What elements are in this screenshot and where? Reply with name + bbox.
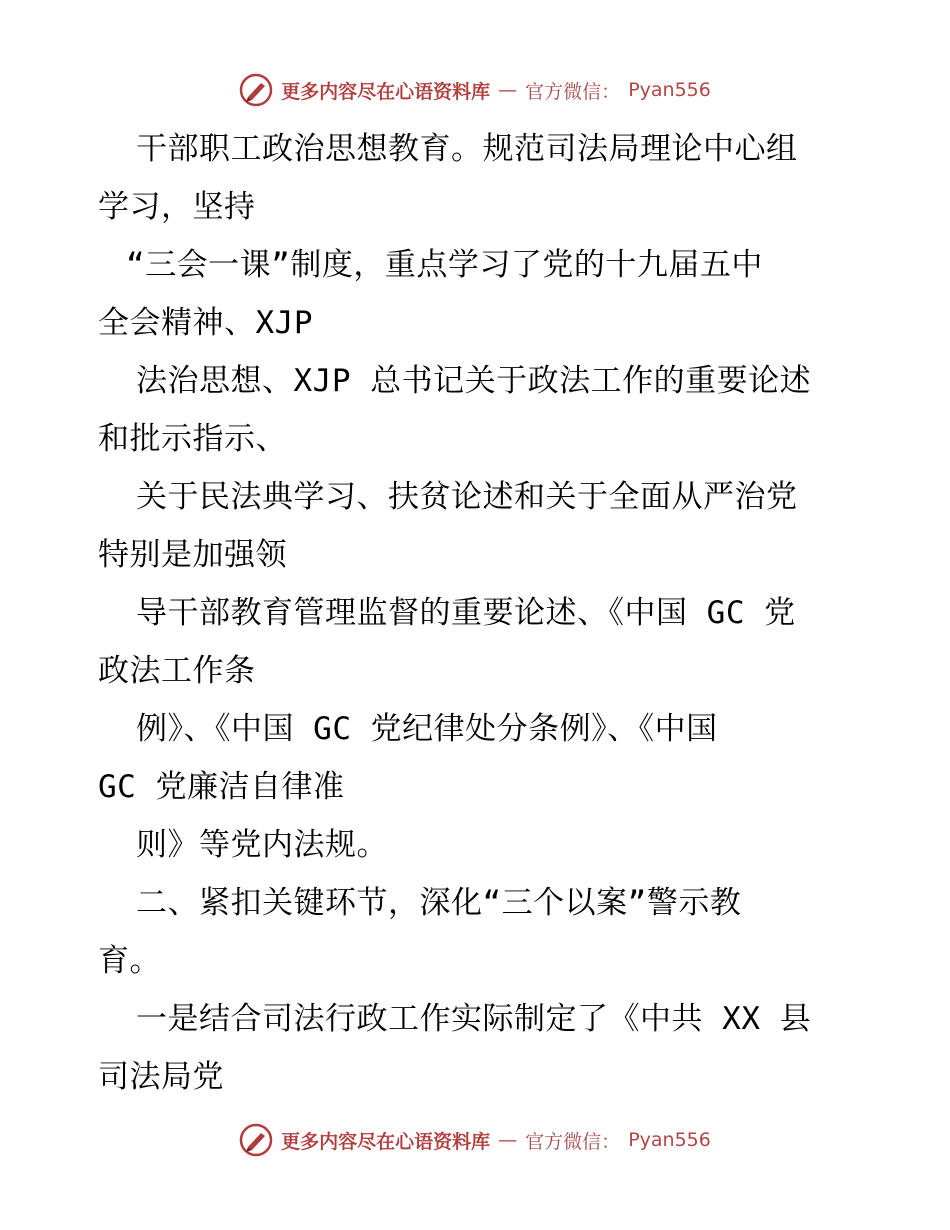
text-line-7: 关于民法典学习、扶贫论述和关于全面从严治党 (136, 479, 798, 515)
text-line-3: “三会一课”制度，重点学习了党的十九届五中 (126, 247, 763, 283)
pen-logo-icon (239, 1123, 273, 1157)
text-line-6: 和批示指示、 (98, 421, 287, 457)
watermark-separator: — (498, 79, 518, 101)
text-line-17: 司法局党 (98, 1059, 224, 1095)
text-line-11: 例》、《中国 GC 党纪律处分条例》、《中国 (136, 711, 718, 747)
text-line-5: 法治思想、XJP 总书记关于政法工作的重要论述 (136, 363, 812, 399)
document-body (98, 120, 858, 1106)
section-heading: 二、紧扣关键环节，深化“三个以案”警示教 (136, 885, 742, 921)
watermark-title: 更多内容尽在心语资料库 (281, 80, 491, 103)
text-line-16: 一是结合司法行政工作实际制定了《中共 XX 县 (136, 1001, 812, 1037)
watermark-separator: — (498, 1129, 518, 1151)
text-line-9: 导干部教育管理监督的重要论述、《中国 GC 党 (136, 595, 796, 631)
text-line-15: 育。 (98, 943, 161, 979)
text-line-13: 则》等党内法规。 (136, 827, 388, 863)
text-line-8: 特别是加强领 (98, 537, 287, 573)
watermark-wechat-id: Pyan556 (628, 79, 711, 101)
text-line-4: 全会精神、XJP (98, 305, 313, 341)
watermark-label: 官方微信： (525, 80, 621, 103)
watermark-label: 官方微信： (525, 1130, 621, 1153)
watermark-header (0, 70, 950, 110)
text-line-2: 学习，坚持 (98, 189, 256, 225)
text-line-10: 政法工作条 (98, 653, 256, 689)
watermark-wechat-id: Pyan556 (628, 1129, 711, 1151)
watermark-title: 更多内容尽在心语资料库 (281, 1130, 491, 1153)
text-line-12: GC 党廉洁自律准 (98, 769, 345, 805)
text-line-1: 干部职工政治思想教育。规范司法局理论中心组 (136, 131, 798, 167)
watermark-footer (0, 1120, 950, 1160)
pen-logo-icon (239, 73, 273, 107)
